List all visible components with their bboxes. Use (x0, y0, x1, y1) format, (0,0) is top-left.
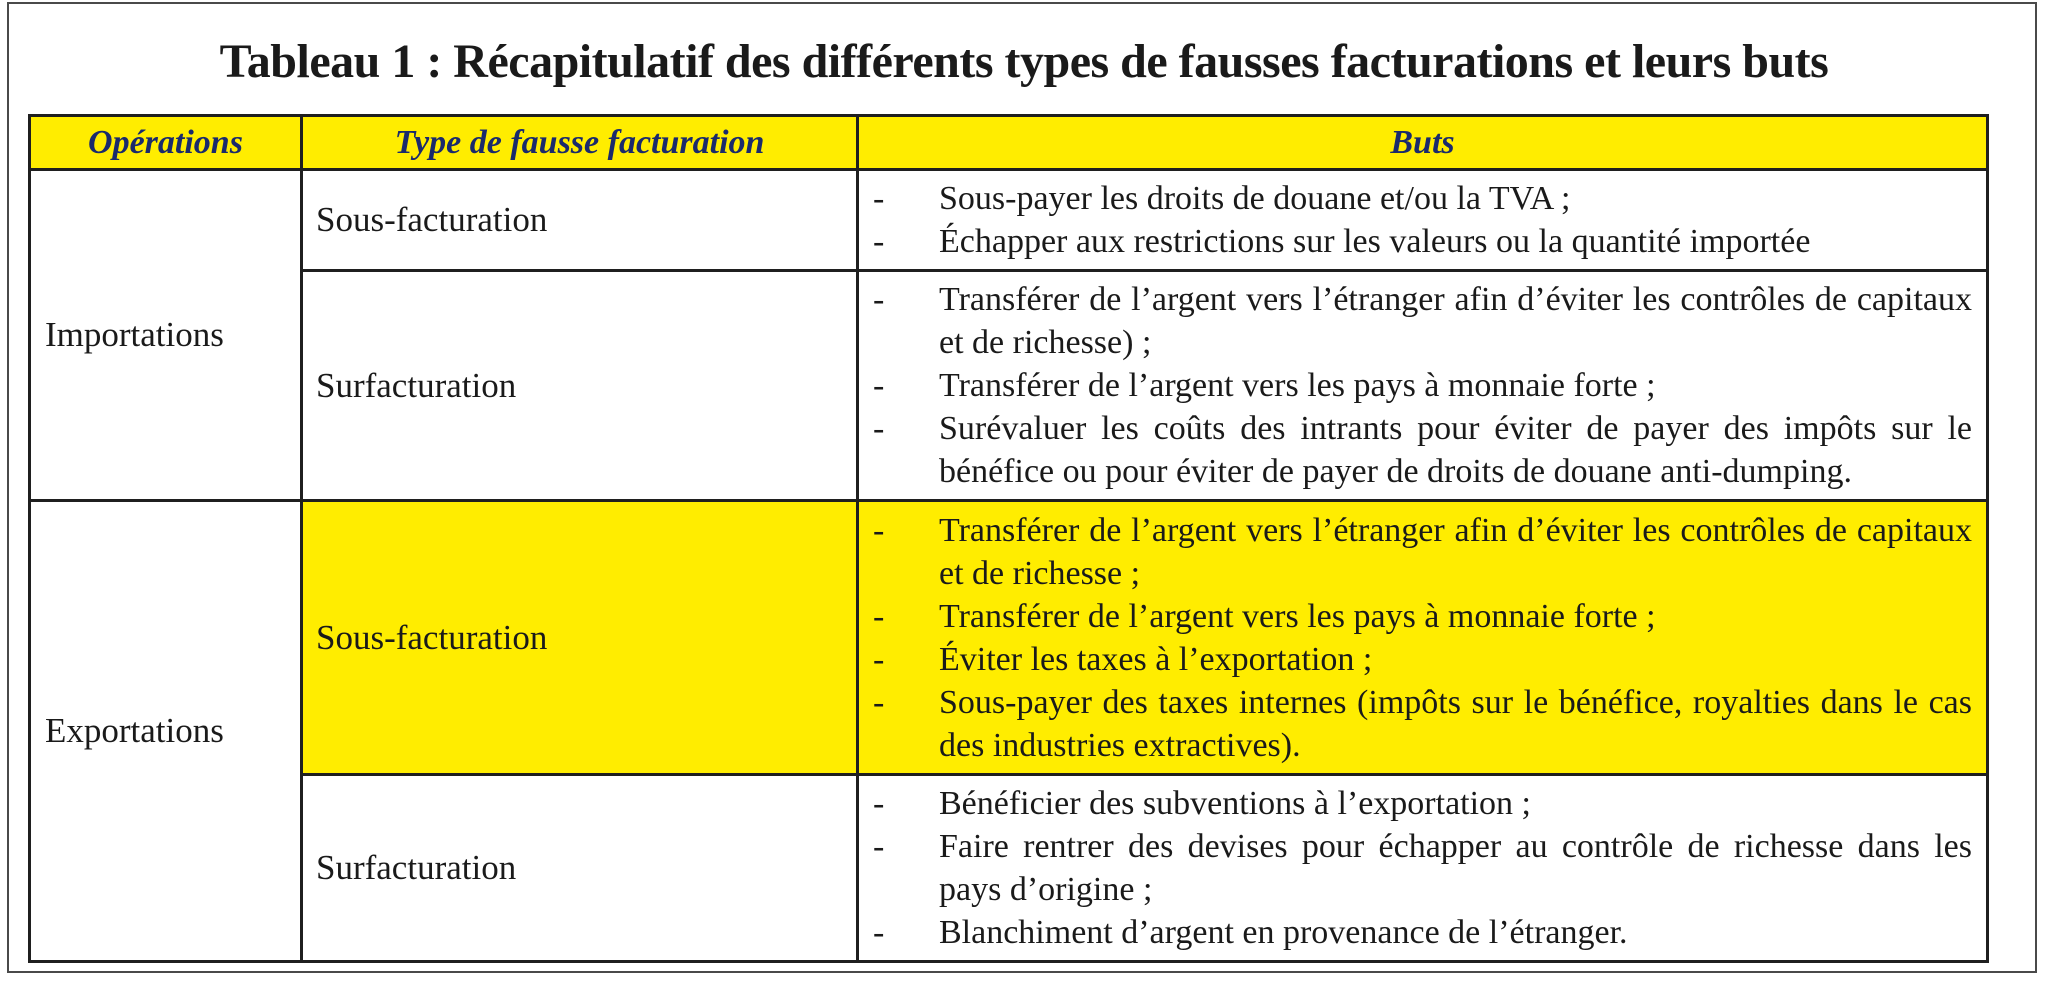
operation-cell-importations: Importations (30, 170, 302, 501)
goal-text: Transférer de l’argent vers l’étranger afin d’éviter les contrôles de capitaux et de richesse) ; (939, 281, 1972, 361)
type-cell: Sous-facturation (302, 170, 858, 271)
goal-text: Blanchiment d’argent en provenance de l’étranger. (939, 914, 1628, 951)
goal-item (873, 407, 1972, 493)
goal-item (873, 509, 1972, 595)
type-cell-highlighted: Sous-facturation (302, 501, 858, 775)
goal-item (873, 681, 1972, 767)
goal-text: Bénéficier des subventions à l’exportation ; (939, 785, 1531, 822)
goals-list (873, 509, 1972, 767)
goal-text: Surévaluer les coûts des intrants pour éviter de payer des impôts sur le bénéfice ou pour éviter de payer de droits de douane anti-dumping. (939, 410, 1972, 490)
header-type: Type de fausse facturation (302, 116, 858, 170)
goals-list (873, 278, 1972, 493)
table-row (30, 170, 1988, 271)
dash-bullet: - (873, 828, 885, 865)
goals-cell-highlighted (858, 501, 1988, 775)
dash-bullet: - (873, 367, 885, 404)
goal-text: Sous-payer des taxes internes (impôts sur le bénéfice, royalties dans le cas des industries extractives). (939, 683, 1972, 764)
goal-item (873, 177, 1972, 220)
dash-bullet: - (873, 597, 885, 635)
recap-table (28, 114, 1989, 963)
dash-bullet: - (873, 914, 885, 951)
dash-bullet: - (873, 281, 885, 318)
goal-item (873, 911, 1972, 954)
table-row (30, 501, 1988, 775)
goal-text: Échapper aux restrictions sur les valeurs ou la quantité importée (939, 223, 1811, 260)
header-goals: Buts (858, 116, 1988, 170)
goal-item (873, 364, 1972, 407)
goal-text: Faire rentrer des devises pour échapper au contrôle de richesse dans les pays d’origine ; (939, 828, 1972, 908)
header-row (30, 116, 1988, 170)
goal-text: Transférer de l’argent vers les pays à monnaie forte ; (939, 367, 1656, 404)
dash-bullet: - (873, 223, 885, 260)
dash-bullet: - (873, 640, 885, 678)
goal-item (873, 278, 1972, 364)
goals-cell (858, 775, 1988, 962)
goal-text: Éviter les taxes à l’exportation ; (939, 640, 1373, 678)
table-row (30, 271, 1988, 501)
goal-item (873, 638, 1972, 681)
goal-item (873, 825, 1972, 911)
type-cell: Surfacturation (302, 775, 858, 962)
goal-text: Transférer de l’argent vers les pays à monnaie forte ; (939, 597, 1656, 635)
type-cell: Surfacturation (302, 271, 858, 501)
table-title: Tableau 1 : Récapitulatif des différents types de fausses facturations et leurs buts (219, 35, 1829, 88)
goals-cell (858, 271, 1988, 501)
dash-bullet: - (873, 785, 885, 822)
operation-cell-exportations: Exportations (30, 501, 302, 962)
header-operations: Opérations (30, 116, 302, 170)
dash-bullet: - (873, 683, 885, 721)
goal-item (873, 220, 1972, 263)
goals-list (873, 782, 1972, 954)
goal-text: Sous-payer les droits de douane et/ou la TVA ; (939, 180, 1571, 217)
goals-cell (858, 170, 1988, 271)
dash-bullet: - (873, 180, 885, 217)
goal-item (873, 782, 1972, 825)
goals-list (873, 177, 1972, 263)
table-row (30, 775, 1988, 962)
goal-text: Transférer de l’argent vers l’étranger afin d’éviter les contrôles de capitaux et de richesse ; (939, 511, 1972, 592)
dash-bullet: - (873, 410, 885, 447)
goal-item (873, 595, 1972, 638)
dash-bullet: - (873, 511, 885, 549)
